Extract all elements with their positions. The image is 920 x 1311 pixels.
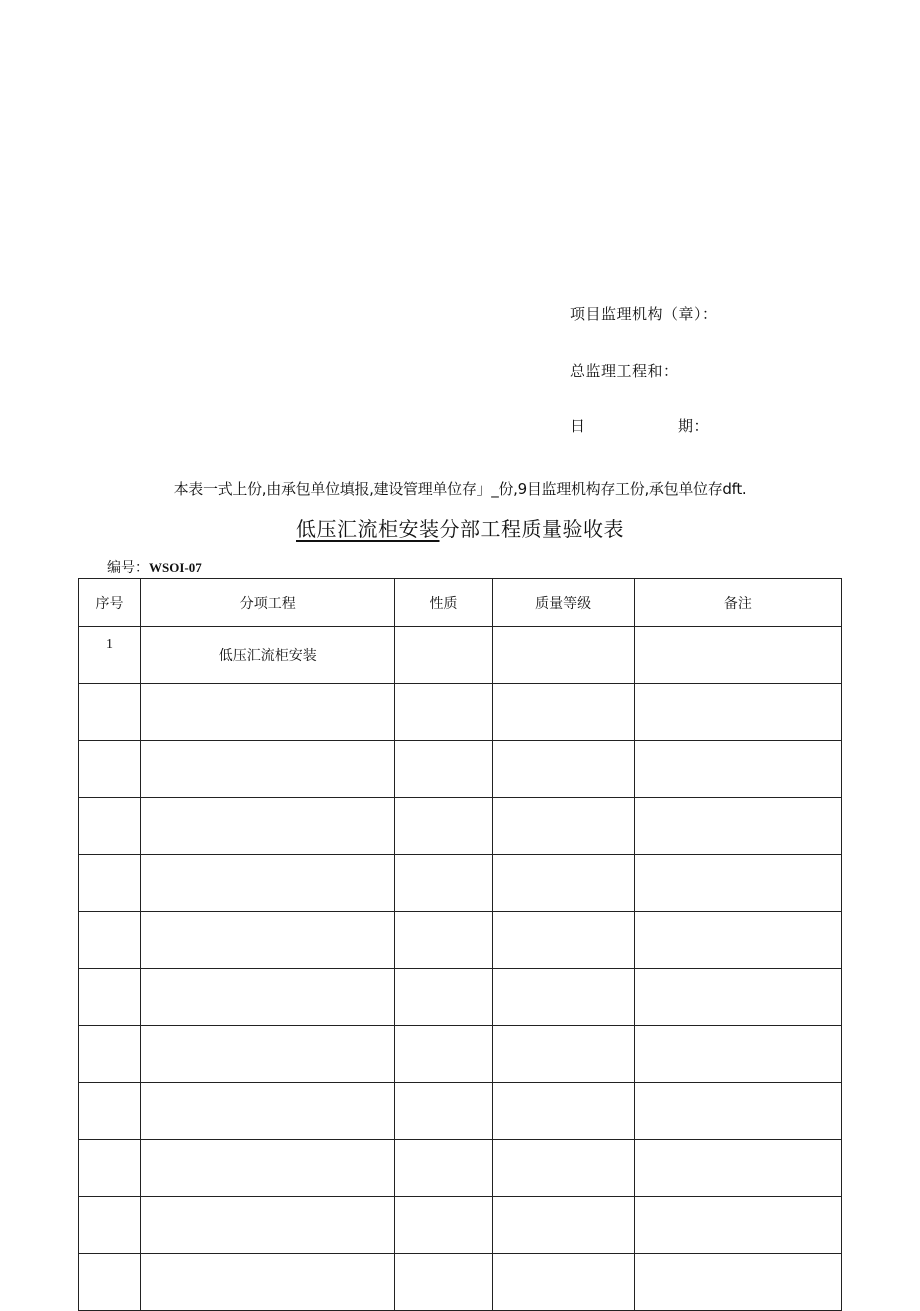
cell-subitem	[141, 684, 395, 741]
form-title	[0, 513, 920, 542]
cell-nature	[395, 912, 492, 969]
cell-quality-grade	[492, 855, 634, 912]
cell-subitem	[141, 1254, 395, 1311]
cell-quality-grade	[492, 1026, 634, 1083]
table-row	[79, 912, 842, 969]
table-row	[79, 855, 842, 912]
cell-nature	[395, 684, 492, 741]
cell-quality-grade	[492, 1197, 634, 1254]
cell-seq	[79, 912, 141, 969]
table-row	[79, 684, 842, 741]
cell-nature	[395, 1140, 492, 1197]
cell-seq	[79, 1083, 141, 1140]
cell-quality-grade	[492, 1254, 634, 1311]
date-label-period: 期：	[678, 417, 710, 435]
cell-quality-grade	[492, 798, 634, 855]
header-seq: 序号	[79, 579, 141, 627]
cell-remarks	[634, 798, 841, 855]
cell-seq	[79, 741, 141, 798]
cell-remarks	[634, 1140, 841, 1197]
table-row	[79, 1083, 842, 1140]
cell-subitem	[141, 855, 395, 912]
cell-quality-grade	[492, 684, 634, 741]
table-row	[79, 1026, 842, 1083]
cell-subitem	[141, 969, 395, 1026]
cell-seq: 1	[79, 627, 141, 684]
cell-nature	[395, 798, 492, 855]
table-row	[79, 627, 842, 684]
cell-nature	[395, 627, 492, 684]
cell-seq	[79, 1140, 141, 1197]
supervision-org-label: 项目监理机构（章）：	[570, 305, 718, 323]
table-row	[79, 1197, 842, 1254]
cell-seq	[79, 684, 141, 741]
chief-engineer-label: 总监理工程和：	[570, 362, 679, 380]
cell-subitem: 低压汇流柜安装	[141, 627, 395, 684]
cell-seq	[79, 1026, 141, 1083]
cell-nature	[395, 1026, 492, 1083]
cell-remarks	[634, 912, 841, 969]
header-nature: 性质	[395, 579, 492, 627]
cell-nature	[395, 855, 492, 912]
cell-remarks	[634, 1254, 841, 1311]
table-row	[79, 798, 842, 855]
cell-subitem	[141, 1140, 395, 1197]
cell-subitem	[141, 1083, 395, 1140]
form-title-subject: 低压汇流柜安装	[296, 517, 440, 541]
form-code	[107, 557, 202, 577]
cell-subitem	[141, 1197, 395, 1254]
cell-quality-grade	[492, 627, 634, 684]
header-remarks: 备注	[634, 579, 841, 627]
cell-remarks	[634, 741, 841, 798]
cell-quality-grade	[492, 1083, 634, 1140]
cell-seq	[79, 1254, 141, 1311]
header-subitem: 分项工程	[141, 579, 395, 627]
cell-remarks	[634, 627, 841, 684]
form-code-value: WSOI-07	[149, 560, 202, 575]
header-quality-grade: 质量等级	[492, 579, 634, 627]
table-row	[79, 1140, 842, 1197]
cell-subitem	[141, 798, 395, 855]
table-header-row	[79, 579, 842, 627]
cell-nature	[395, 1254, 492, 1311]
form-title-rest: 分部工程质量验收表	[439, 517, 624, 541]
cell-remarks	[634, 1026, 841, 1083]
cell-seq	[79, 969, 141, 1026]
cell-subitem	[141, 1026, 395, 1083]
table-row	[79, 1254, 842, 1311]
cell-quality-grade	[492, 741, 634, 798]
cell-seq	[79, 855, 141, 912]
table-row	[79, 969, 842, 1026]
cell-nature	[395, 1083, 492, 1140]
cell-remarks	[634, 684, 841, 741]
cell-seq	[79, 1197, 141, 1254]
cell-nature	[395, 741, 492, 798]
cell-quality-grade	[492, 912, 634, 969]
date-label-day: 日	[570, 417, 586, 435]
cell-remarks	[634, 1083, 841, 1140]
cell-remarks	[634, 1197, 841, 1254]
acceptance-table	[78, 578, 842, 1311]
cell-remarks	[634, 855, 841, 912]
cell-nature	[395, 969, 492, 1026]
copies-note: 本表一式上份,由承包单位填报,建设管理单位存」_份,9目监理机构存工份,承包单位存dft.	[173, 480, 747, 498]
cell-quality-grade	[492, 969, 634, 1026]
cell-seq	[79, 798, 141, 855]
cell-subitem	[141, 912, 395, 969]
cell-nature	[395, 1197, 492, 1254]
cell-remarks	[634, 969, 841, 1026]
form-code-label: 编号：	[107, 560, 149, 576]
cell-subitem	[141, 741, 395, 798]
cell-quality-grade	[492, 1140, 634, 1197]
table-row	[79, 741, 842, 798]
